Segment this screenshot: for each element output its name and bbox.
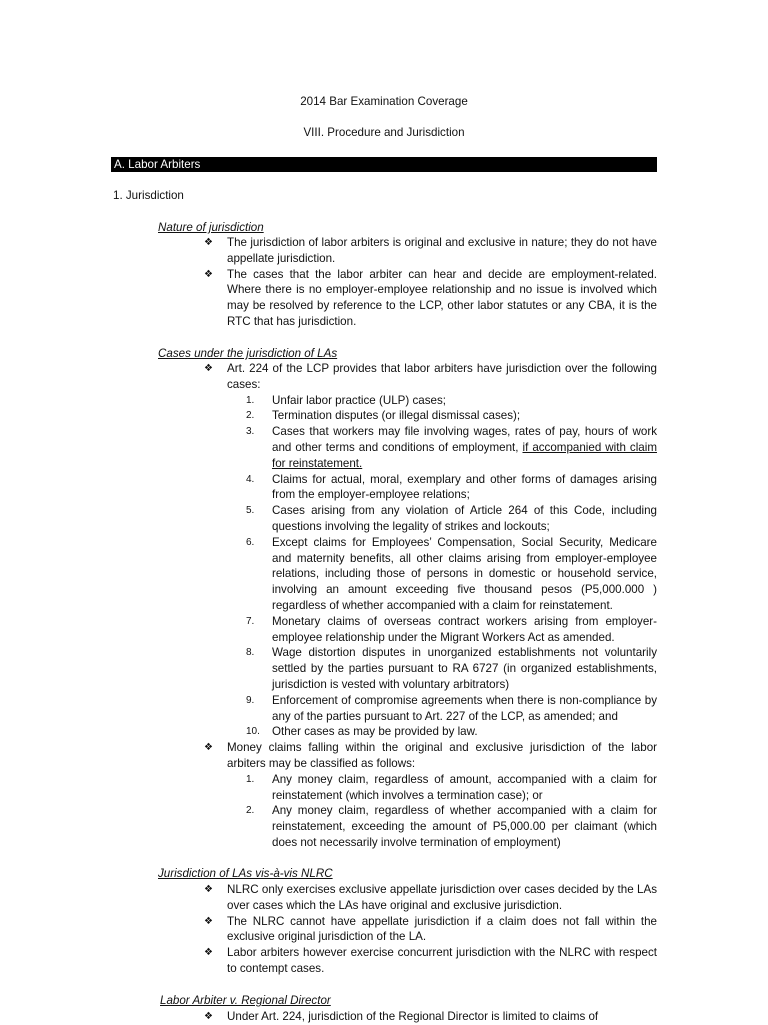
section-header-bar: A. Labor Arbiters — [111, 157, 657, 172]
list-item: ❖ Art. 224 of the LCP provides that labor arbiters have jurisdiction over the following cases: — [204, 362, 657, 391]
numbered-item: 5. Cases arising from any violation of Article 264 of this Code, including questions involving the legality of strikes and lockouts; — [246, 504, 657, 533]
numbered-item: 1. Any money claim, regardless of amount, accompanied with a claim for reinstatement (which involves a termination case); or — [246, 772, 657, 802]
list-item: ❖ The cases that the labor arbiter can hear and decide are employment-related. Where there is no employer-employee relationship and no issue is involved which may be resolved by reference to the LCP, other labor statutes or any CBA, it is the RTC that has jurisdiction. — [204, 267, 657, 328]
diamond-bullet-icon: ❖ — [204, 237, 213, 248]
diamond-bullet-icon: ❖ — [204, 742, 213, 754]
list-item: ❖ Under Art. 224, jurisdiction of the Regional Director is limited to claims of — [204, 1010, 599, 1023]
subsection-heading: 1. Jurisdiction — [113, 189, 184, 202]
numbered-item: 6. Except claims for Employees’ Compensation, Social Security, Medicare and maternity benefits, all other claims arising from employer-employee relations, including those of persons in domestic or household service, involving an amount exceeding five thousand pesos (P5,000.000 ) regardless of whether accompanied with a claim for reinstatement. — [246, 535, 657, 612]
document-title: 2014 Bar Examination Coverage — [300, 95, 468, 108]
diamond-bullet-icon: ❖ — [204, 1011, 213, 1022]
numbered-item: 10. Other cases as may be provided by law. — [246, 725, 478, 739]
list-item: ❖ NLRC only exercises exclusive appellate jurisdiction over cases decided by the LAs over cases which the LAs have original and exclusive jurisdiction. — [204, 883, 657, 912]
numbered-item: 3. Cases that workers may file involving wages, rates of pay, hours of work and other terms and conditions of employment, if accompanied with claim for reinstatement. — [246, 425, 657, 470]
list-item: ❖ The NLRC cannot have appellate jurisdiction if a claim does not fall within the exclusive original jurisdiction of the LA. — [204, 914, 657, 944]
heading-labor-arbiter-v-regional-director: Labor Arbiter v. Regional Director — [160, 994, 331, 1007]
diamond-bullet-icon: ❖ — [204, 884, 213, 895]
list-item: ❖ Money claims falling within the original and exclusive jurisdiction of the labor arbiters may be classified as follows: — [204, 741, 657, 770]
heading-cases-under-jurisdiction: Cases under the jurisdiction of LAs — [158, 347, 338, 360]
heading-las-vis-a-vis-nlrc: Jurisdiction of LAs vis-à-vis NLRC — [158, 867, 333, 880]
regional-bullets — [158, 1009, 657, 1025]
numbered-item: 4. Claims for actual, moral, exemplary and other forms of damages arising from the employer-employee relations; — [246, 472, 657, 502]
numbered-item: 7. Monetary claims of overseas contract workers arising from employer-employee relationship under the Migrant Workers Act as amended. — [246, 614, 657, 644]
numbered-item: 2. Termination disputes (or illegal dismissal cases); — [246, 409, 521, 423]
diamond-bullet-icon: ❖ — [204, 268, 213, 280]
numbered-item: 8. Wage distortion disputes in unorganized establishments not voluntarily settled by the parties pursuant to RA 6727 (in organized establishments, jurisdiction is vested with voluntary arbitrators) — [246, 646, 657, 691]
document-subtitle: VIII. Procedure and Jurisdiction — [303, 126, 465, 139]
underlined-phrase: if accompanied with claim for reinstatement. — [272, 440, 657, 470]
diamond-bullet-icon: ❖ — [204, 915, 213, 927]
nature-bullets — [158, 235, 657, 330]
heading-nature-of-jurisdiction: Nature of jurisdiction — [158, 221, 264, 234]
diamond-bullet-icon: ❖ — [204, 947, 213, 959]
diamond-bullet-icon: ❖ — [204, 363, 213, 374]
numbered-item: 9. Enforcement of compromise agreements when there is non-compliance by any of the parties pursuant to Art. 227 of the LCP, as amended; and — [246, 693, 657, 723]
numbered-item: 1. Unfair labor practice (ULP) cases; — [246, 393, 446, 407]
nlrc-bullets — [158, 882, 657, 977]
numbered-item: 2. Any money claim, regardless of whether accompanied with a claim for reinstatement, exceeding the amount of P5,000.00 per claimant (which does not necessarily involve termination of employment) — [246, 804, 657, 849]
list-item: ❖ Labor arbiters however exercise concurrent jurisdiction with the NLRC with respect to contempt cases. — [204, 946, 657, 975]
list-item: ❖ The jurisdiction of labor arbiters is original and exclusive in nature; they do not have appellate jurisdiction. — [204, 236, 657, 265]
cases-bullets — [158, 361, 657, 851]
